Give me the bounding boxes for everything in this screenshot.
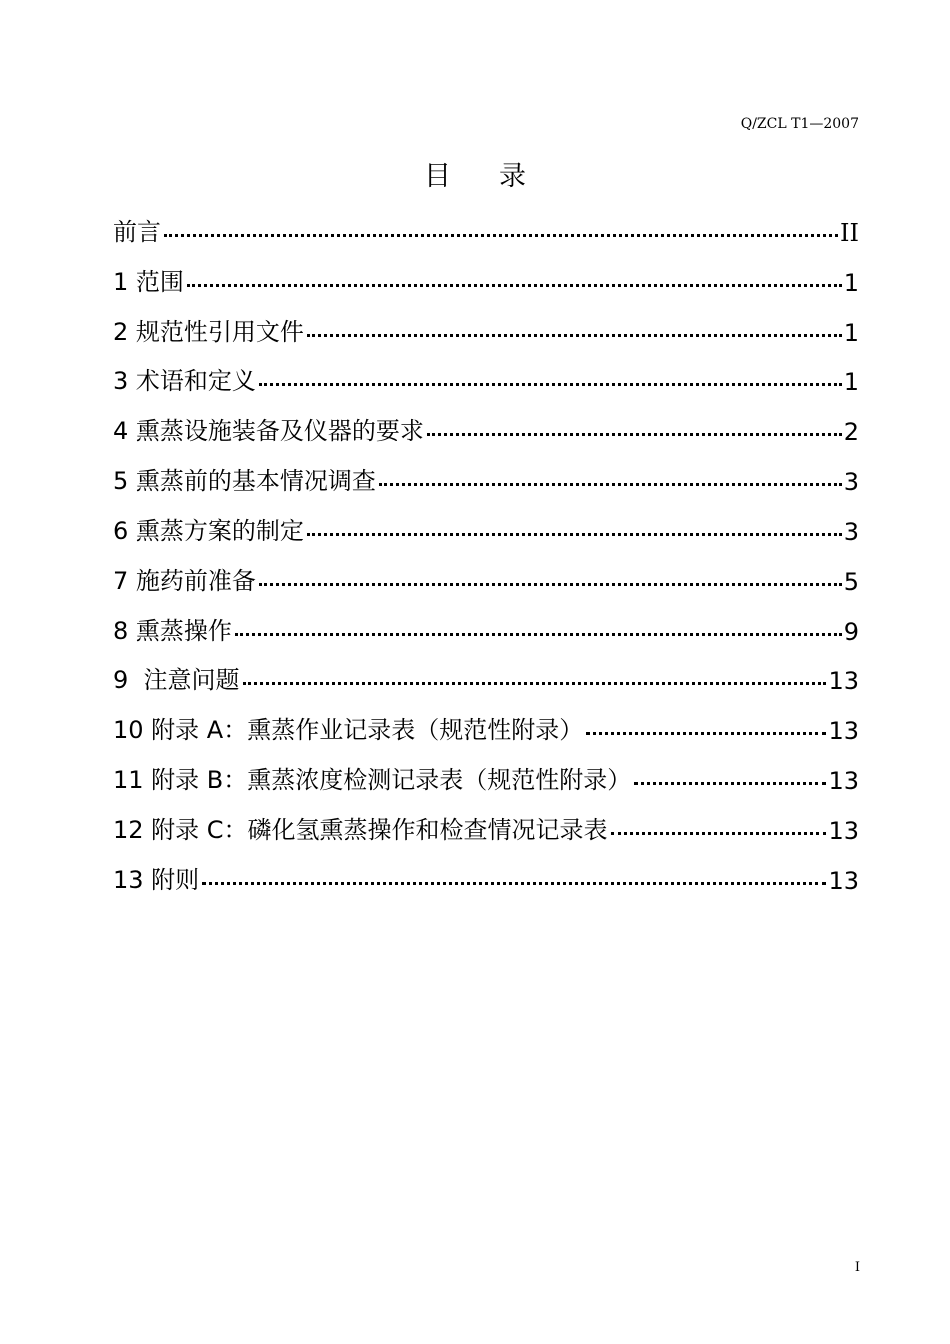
toc-dot-leader	[611, 832, 827, 835]
toc-entry-11[interactable]	[113, 745, 859, 795]
toc-title	[0, 154, 950, 193]
toc-dot-leader	[259, 583, 842, 586]
toc-entry-label: 10 附录 A：熏蒸作业记录表（规范性附录）	[113, 716, 584, 745]
toc-entry-4[interactable]	[113, 396, 859, 446]
toc-entry-label: 前言	[113, 217, 161, 246]
toc-entry-2[interactable]	[113, 297, 859, 347]
toc-dot-leader	[307, 533, 842, 536]
toc-entry-label: 4 熏蒸设施装备及仪器的要求	[113, 417, 424, 446]
toc-title-char: 录	[499, 161, 526, 192]
toc-entry-label: 6 熏蒸方案的制定	[113, 516, 304, 545]
toc-entry-page: 3	[843, 468, 859, 497]
toc-entry-label: 8 熏蒸操作	[113, 616, 232, 645]
toc-dot-leader	[379, 483, 842, 486]
toc-entry-12[interactable]	[113, 795, 859, 845]
toc-dot-leader	[634, 782, 826, 785]
document-code: Q/ZCL T1—2007	[740, 116, 859, 132]
toc-dot-leader	[586, 732, 826, 735]
toc-dot-leader	[164, 234, 838, 237]
toc-dot-leader	[243, 682, 827, 685]
toc-dot-leader	[187, 284, 842, 287]
toc-entry-9[interactable]	[113, 646, 859, 696]
toc-entry-preface[interactable]	[113, 197, 859, 247]
toc-entry-page: 13	[828, 816, 859, 845]
toc-entry-label: 13 附则	[113, 865, 200, 894]
toc-dot-leader	[307, 334, 842, 337]
toc-entry-5[interactable]	[113, 446, 859, 496]
toc-dot-leader	[259, 383, 842, 386]
toc-entry-page: 13	[828, 667, 859, 696]
toc-entry-label: 12 附录 C：磷化氢熏蒸操作和检查情况记录表	[113, 815, 608, 844]
toc-entry-page: 1	[843, 368, 859, 397]
toc-entry-page: II	[840, 218, 859, 247]
table-of-contents	[113, 197, 859, 895]
toc-entry-page: 1	[843, 268, 859, 297]
toc-entry-13[interactable]	[113, 845, 859, 895]
toc-entry-page: 5	[843, 567, 859, 596]
toc-entry-page: 1	[843, 318, 859, 347]
toc-entry-page: 3	[843, 517, 859, 546]
toc-entry-page: 13	[828, 767, 859, 796]
toc-entry-page: 13	[828, 717, 859, 746]
toc-dot-leader	[427, 433, 842, 436]
page-number: I	[854, 1260, 860, 1275]
toc-entry-10[interactable]	[113, 695, 859, 745]
toc-entry-page: 9	[843, 617, 859, 646]
toc-entry-6[interactable]	[113, 496, 859, 546]
toc-entry-3[interactable]	[113, 347, 859, 397]
toc-entry-8[interactable]	[113, 596, 859, 646]
toc-entry-1[interactable]	[113, 247, 859, 297]
toc-entry-label: 3 术语和定义	[113, 367, 256, 396]
toc-entry-label: 1 范围	[113, 267, 184, 296]
toc-entry-label: 9 注意问题	[113, 666, 240, 695]
toc-dot-leader	[235, 633, 842, 636]
toc-title-char: 目	[424, 161, 451, 192]
toc-entry-label: 5 熏蒸前的基本情况调查	[113, 467, 376, 496]
toc-entry-7[interactable]	[113, 546, 859, 596]
toc-entry-page: 13	[828, 866, 859, 895]
toc-entry-label: 2 规范性引用文件	[113, 317, 304, 346]
toc-dot-leader	[202, 882, 826, 885]
toc-entry-label: 7 施药前准备	[113, 566, 256, 595]
toc-entry-label: 11 附录 B：熏蒸浓度检测记录表（规范性附录）	[113, 766, 632, 795]
toc-entry-page: 2	[843, 418, 859, 447]
